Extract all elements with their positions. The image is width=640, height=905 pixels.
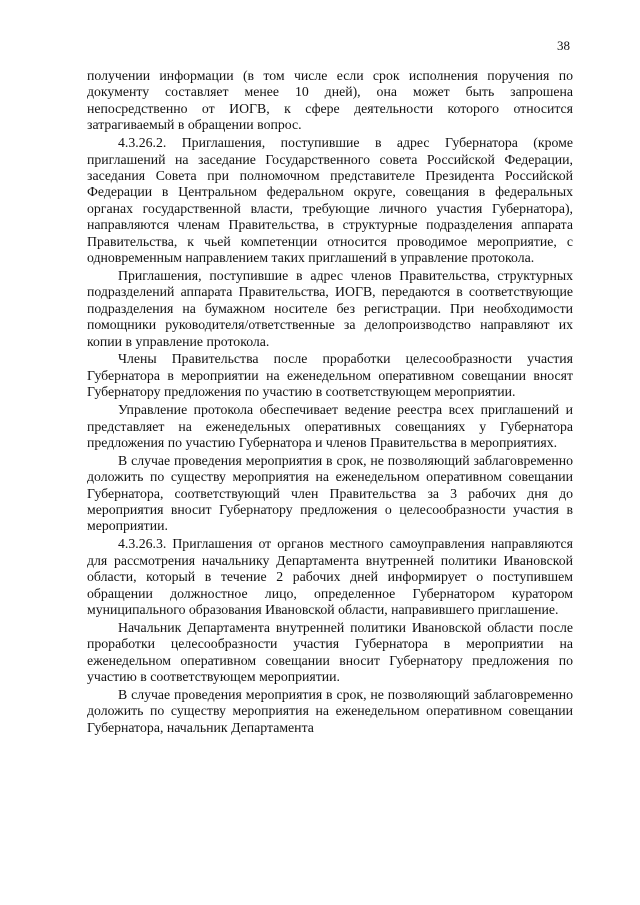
page-number: 38: [557, 38, 570, 53]
paragraph-4-3-26-3: 4.3.26.3. Приглашения от органов местного самоуправления направляются для рассмотрения начальнику Департамента внутренней политики Ивановской области, который в течение 2 рабочих дней информирует о поступившем обращении должностное лицо, определенное Губернатором куратором муниципального образования Ивановской области, направившего приглашение.: [87, 536, 573, 617]
paragraph-invitations-members: Приглашения, поступившие в адрес членов Правительства, структурных подразделений аппарата Правительства, ИОГВ, передаются в соответствующие подразделения на бумажном носителе без регистрации. При необходимости помощники руководителя/ответственные за делопроизводство направляют их копии в управление протокола.: [87, 267, 573, 349]
paragraph-urgent-event-member: В случае проведения мероприятия в срок, не позволяющий заблаговременно доложить по существу мероприятия на еженедельном оперативном совещании Губернатора, соответствующий член Правительства за 3 рабочих дня до мероприятия вносит Губернатору предложения о целесообразности участия в мероприятии.: [87, 452, 573, 534]
paragraph-protocol-registry: Управление протокола обеспечивает ведение реестра всех приглашений и представляет на еженедельных оперативных совещаниях у Губернатора предложения по участию Губернатора и членов Правительства в мероприятиях.: [87, 402, 573, 450]
paragraph-continuation: получении информации (в том числе если срок исполнения поручения по документу составляет менее 10 дней), она может быть запрошена непосредственно от ИОГВ, к сфере деятельности которого относится затрагиваемый в обращении вопрос.: [87, 68, 573, 133]
paragraph-4-3-26-2: 4.3.26.2. Приглашения, поступившие в адрес Губернатора (кроме приглашений на заседание Государственного совета Российской Федерации, заседания Совета при полномочном представителе Президента Российской Федерации в Центральном федеральном округе, совещания в федеральных органах государственной власти, требующие личного участия Губернатора), направляются членам Правительства, в структурные подразделения аппарата Правительства, к чьей компетенции относится проводимое мероприятие, с одновременным направлением таких приглашений в управление протокола.: [87, 135, 573, 265]
document-body: [87, 68, 573, 738]
paragraph-department-head-proposals: Начальник Департамента внутренней политики Ивановской области после проработки целесообразности участия Губернатора в мероприятии на еженедельном оперативном совещании вносит Губернатору предложения по участию в соответствующем мероприятии.: [87, 619, 573, 685]
paragraph-members-proposals: Члены Правительства после проработки целесообразности участия Губернатора в мероприятии на еженедельном оперативном совещании вносят Губернатору предложения по участию в соответствующем мероприятии.: [87, 351, 573, 400]
paragraph-urgent-event-department: В случае проведения мероприятия в срок, не позволяющий заблаговременно доложить по существу мероприятия на еженедельном оперативном совещании Губернатора, начальник Департамента: [87, 687, 573, 735]
